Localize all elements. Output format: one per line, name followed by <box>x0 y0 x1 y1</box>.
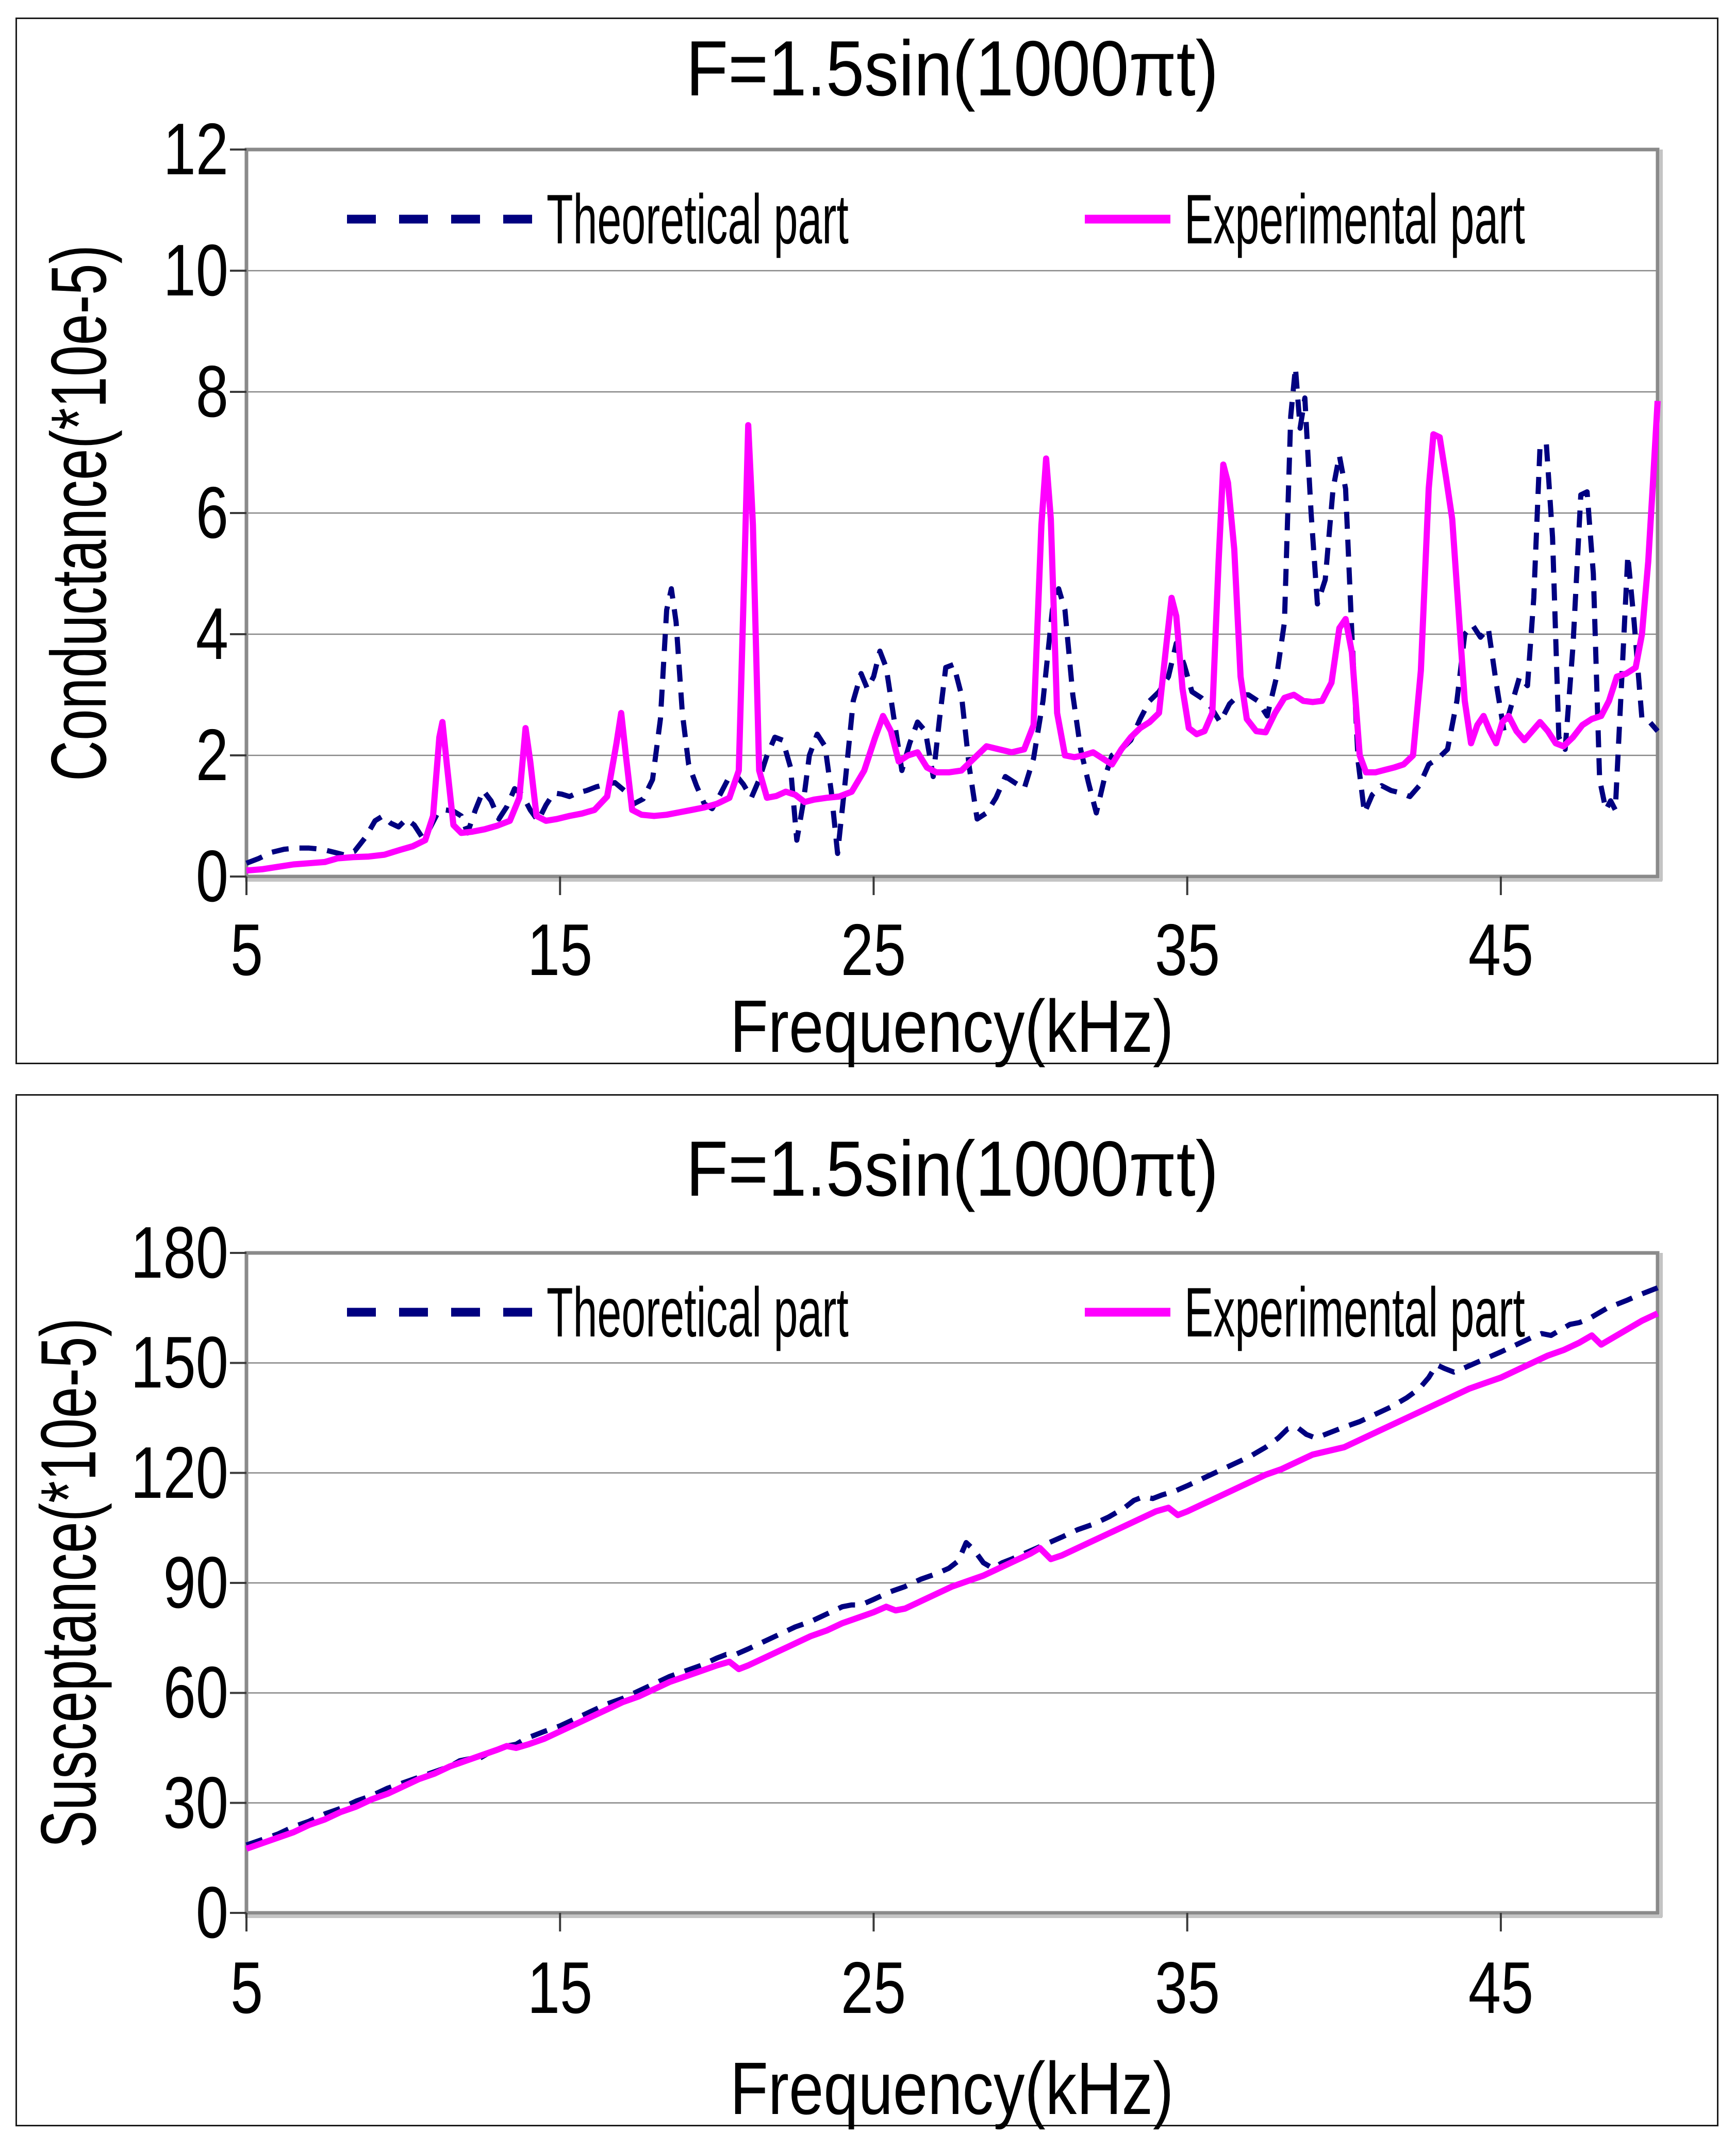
x-tick-label-15 <box>483 909 637 991</box>
chart-title-text: F=1.5sin(1000πt) <box>686 25 1218 112</box>
y-axis-title-text: Conductance(*10e-5) <box>35 244 123 782</box>
x-tick-label-15-text: 15 <box>527 1947 593 2029</box>
legend-label-theoretical: Theoretical part <box>547 180 849 258</box>
susceptance-chart-panel <box>15 1094 1718 2130</box>
legend-label-experimental: Experimental part <box>1184 1273 1525 1351</box>
x-tick-label-5-text: 5 <box>230 909 263 991</box>
x-tick-label-25-text: 25 <box>841 1947 906 2029</box>
x-tick-label-35 <box>1110 1947 1265 2029</box>
x-tick-label-35-text: 35 <box>1154 1947 1220 2029</box>
y-tick-label-8 <box>20 351 228 433</box>
y-tick-label-0 <box>20 1872 228 1954</box>
x-tick-label-25-text: 25 <box>841 909 906 991</box>
x-tick-label-15 <box>483 1947 637 2029</box>
y-tick-label-90 <box>20 1542 228 1624</box>
theoretical-dashed-line-sample <box>345 1302 534 1323</box>
y-tick-label-0-text: 0 <box>195 1872 228 1954</box>
x-tick-label-5-text: 5 <box>230 1947 263 2029</box>
x-tick-label-5 <box>169 1947 324 2029</box>
y-tick-label-2 <box>20 714 228 796</box>
chart-title <box>246 25 1658 112</box>
x-tick-label-25 <box>796 909 951 991</box>
y-tick-label-180 <box>20 1212 228 1294</box>
experimental-solid-line-sample <box>1083 1302 1172 1323</box>
y-tick-label-180-text: 180 <box>130 1212 228 1294</box>
series-experimental-line <box>246 401 1658 871</box>
x-tick-label-35-text: 35 <box>1154 909 1220 991</box>
y-tick-label-4 <box>20 593 228 675</box>
y-tick-label-12-text: 12 <box>163 108 228 190</box>
y-tick-label-6-text: 6 <box>195 472 228 554</box>
y-axis-title-text: Susceptance(*10e-5) <box>25 1317 112 1848</box>
y-tick-label-4-text: 4 <box>195 593 228 675</box>
x-tick-label-5 <box>169 909 324 991</box>
chart-title-text: F=1.5sin(1000πt) <box>686 1125 1218 1213</box>
y-tick-label-0-text: 0 <box>195 835 228 917</box>
legend <box>246 180 1658 258</box>
y-tick-label-30 <box>20 1761 228 1844</box>
conductance-chart-panel <box>15 18 1718 1068</box>
y-tick-label-90-text: 90 <box>163 1542 228 1624</box>
y-tick-label-10-text: 10 <box>163 229 228 311</box>
x-axis-title-text: Frequency(kHz) <box>730 2047 1174 2130</box>
legend-item-theoretical <box>345 180 1034 258</box>
x-tick-label-45-text: 45 <box>1468 1947 1534 2029</box>
x-tick-label-15-text: 15 <box>527 909 593 991</box>
x-tick-label-45-text: 45 <box>1468 909 1534 991</box>
y-tick-label-6 <box>20 472 228 554</box>
y-tick-label-30-text: 30 <box>163 1761 228 1844</box>
legend-item-experimental <box>1083 1273 1559 1351</box>
x-axis-title <box>246 2047 1658 2130</box>
experimental-solid-line-sample <box>1083 209 1172 229</box>
x-axis-title-text: Frequency(kHz) <box>730 985 1174 1068</box>
x-tick-label-25 <box>796 1947 951 2029</box>
y-tick-label-10 <box>20 229 228 311</box>
y-tick-label-120 <box>20 1431 228 1514</box>
series-experimental-line <box>246 1313 1658 1848</box>
x-tick-label-45 <box>1424 1947 1578 2029</box>
legend <box>246 1273 1658 1351</box>
y-tick-label-2-text: 2 <box>195 714 228 796</box>
theoretical-dashed-line-sample <box>345 209 534 229</box>
legend-label-theoretical: Theoretical part <box>547 1273 849 1351</box>
y-tick-label-120-text: 120 <box>130 1431 228 1514</box>
y-tick-label-8-text: 8 <box>195 351 228 433</box>
legend-item-experimental <box>1083 180 1559 258</box>
series-theoretical-line <box>246 368 1658 863</box>
x-axis-title <box>246 985 1658 1068</box>
y-tick-label-12 <box>20 108 228 190</box>
legend-item-theoretical <box>345 1273 1034 1351</box>
y-tick-label-0 <box>20 835 228 917</box>
y-tick-label-150-text: 150 <box>130 1321 228 1404</box>
x-tick-label-45 <box>1424 909 1578 991</box>
y-tick-label-60 <box>20 1651 228 1734</box>
y-tick-label-60-text: 60 <box>163 1651 228 1734</box>
legend-label-experimental: Experimental part <box>1184 180 1525 258</box>
x-tick-label-35 <box>1110 909 1265 991</box>
y-tick-label-150 <box>20 1321 228 1404</box>
chart-title <box>246 1125 1658 1213</box>
conductance-plot-svg <box>17 19 1717 1068</box>
